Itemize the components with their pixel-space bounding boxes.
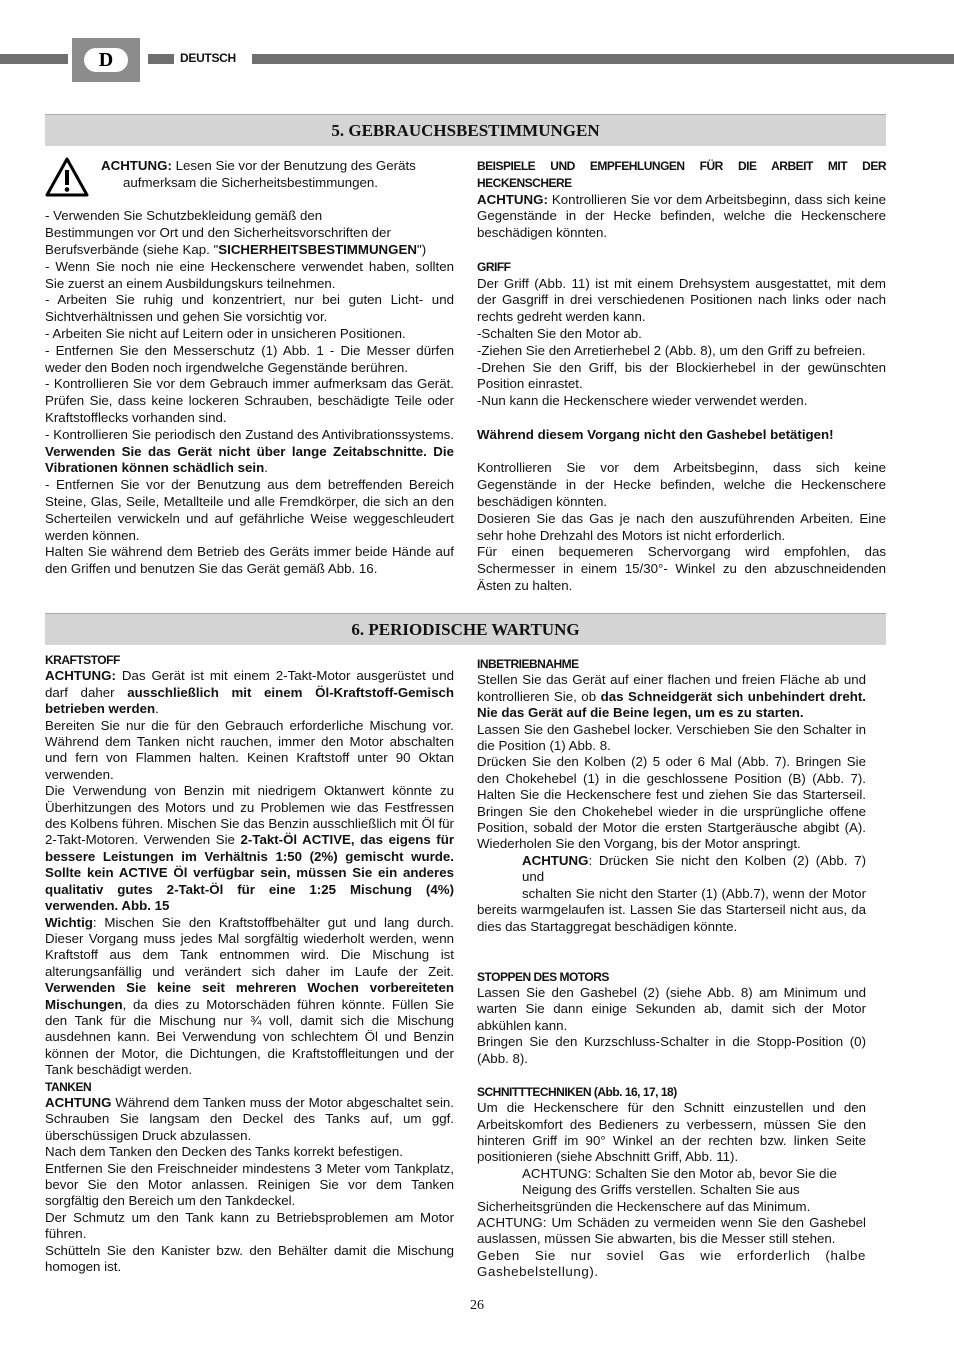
paragraph: - Wenn Sie noch nie eine Heckenschere verwendet haben, sollten Sie zuerst an einem Ausbildungskurs teilnehmen. <box>45 258 454 291</box>
warning-label: ACHTUNG: <box>477 191 548 207</box>
paragraph-text: - Kontrollieren Sie periodisch den Zustand des Antivibrationssystems. <box>45 426 454 442</box>
paragraph: - Arbeiten Sie ruhig und konzentriert, nur bei guten Licht- und Sichtverhältnissen und gehen Sie vorsichtig vor. <box>45 292 454 325</box>
paragraph: Halten Sie während dem Betrieb des Geräts immer beide Hände auf den Griffen und benutzen Sie das Gerät gemäß Abb. 16. <box>45 544 454 577</box>
warning-label: ACHTUNG <box>522 852 589 868</box>
header-bar-right <box>252 54 954 64</box>
paragraph: ACHTUNG: Schalten Sie den Motor ab, bevor Sie die <box>522 1165 837 1181</box>
paragraph-text: Das Gerät ist mit einem 2-Takt-Motor ausgerüstet und darf daher <box>45 668 454 700</box>
paragraph: Um die Heckenschere für den Schnitt einzustellen und den Arbeitskomfort des Bedieners zu verbessern, müssen Sie den hinteren Griff im 90° Winkel an der rechten bzw. linken Seite positionieren (siehe Abschnitt Griff, Abb. 11). <box>477 1100 866 1165</box>
paragraph: -Nun kann die Heckenschere wieder verwendet werden. <box>477 393 808 409</box>
paragraph: Sicherheitsgründen die Heckenschere auf das Minimum. <box>477 1198 811 1214</box>
paragraph: - Verwenden Sie Schutzbekleidung gemäß den <box>45 208 323 224</box>
warning-text-2: aufmerksam die Sicherheitsbestimmungen. <box>123 174 378 190</box>
paragraph: Geben Sie nur soviel Gas wie erforderlich (halbe Gashebelstellung). <box>477 1247 866 1280</box>
section-6-title: 6. PERIODISCHE WARTUNG <box>45 613 886 645</box>
paragraph: -Ziehen Sie den Arretierhebel 2 (Abb. 8), um den Griff zu befreien. <box>477 342 866 358</box>
paragraph: Bereiten Sie nur die für den Gebrauch erforderliche Mischung vor. Während dem Tanken nicht rauchen, immer den Motor abschalten und fern von Flammen halten. Keinen Kraftstoff unter 90 Oktan verwenden. <box>45 717 454 782</box>
subheading: TANKEN <box>45 1079 92 1094</box>
paragraph: ACHTUNG: Um Schäden zu vermeiden wenn Sie den Gashebel auslassen, müssen Sie abwarten, bis die Messer still stehen. <box>477 1214 866 1247</box>
warning-text: Lesen Sie vor der Benutzung des Geräts <box>171 158 416 173</box>
paragraph: Neigung des Griffs verstellen. Schalten Sie aus <box>522 1182 800 1198</box>
paragraph: Lassen Sie den Gashebel locker. Verschieben Sie den Schalter in die Position (1) Abb. 8. <box>477 721 866 754</box>
paragraph: - Entfernen Sie vor der Benutzung aus dem betreffenden Bereich Steine, Glas, Seile, Metallteile und alle Fremdkörper, die sich an den Scherteilen verwickeln und auf gefährliche Weise weggeschleudert werden können. <box>45 477 454 543</box>
paragraph: schalten Sie nicht den Starter (1) (Abb.7), wenn der Motor bereits warmgelaufen ist. Lassen Sie das Starterseil nicht aus, da dies das Startaggregat beschädigen könnte. <box>477 885 866 934</box>
paragraph: - Entfernen Sie den Messerschutz (1) Abb. 1 - Die Messer dürfen weder den Boden noch irgendwelche Gegenstände berühren. <box>45 342 454 375</box>
subheading: INBETRIEBNAHME <box>477 657 579 671</box>
paragraph-bold: Verwenden Sie keine seit mehreren Wochen vorbereiteten Mischungen <box>45 980 454 1012</box>
paragraph: Nach dem Tanken den Decken des Tanks korrekt befestigen. <box>45 1144 403 1160</box>
paragraph-text: . <box>155 701 159 717</box>
section-6-right-column <box>477 656 866 1281</box>
warning-label: ACHTUNG <box>45 1094 112 1110</box>
paragraph: Drücken Sie den Kolben (2) 5 oder 6 Mal (Abb. 7). Bringen Sie den Chokehebel (1) in die geschlossene Position (B) (Abb. 7). Halten Sie die Heckenschere fest und ziehen Sie das Starterseil. Bringen Sie den Chokehebel wieder in die ursprüngliche offene Position, sobald der Motor die ersten Startgeräusche abgibt (A). Wiederholen Sie den Vorgang, bis der Motor anspringt. <box>477 754 866 852</box>
page-number: 26 <box>470 1298 484 1313</box>
paragraph: Entfernen Sie den Freischneider mindestens 3 Meter vom Tankplatz, bevor Sie den Motor anlassen. Reinigen Sie vor dem Tanken sorgfältig den Bereich um den Tankdeckel. <box>45 1160 454 1209</box>
language-label: DEUTSCH <box>180 51 236 65</box>
paragraph-text: : Drücken Sie nicht den Kolben (2) (Abb. 7) und <box>522 852 866 885</box>
paragraph: Kontrollieren Sie vor dem Arbeitsbeginn, dass sich keine Gegenstände in der Hecke befinden, welche die Heckenschere beschädigen könnten. <box>477 460 886 509</box>
paragraph: - Kontrollieren Sie vor dem Gebrauch immer aufmerksam das Gerät. Prüfen Sie, dass keine lockeren Schrauben, beschädigte Teile oder Kraftstofflecks vorhanden sind. <box>45 376 454 425</box>
section-5-left-column <box>45 158 454 578</box>
subheading: STOPPEN DES MOTORS <box>477 969 609 984</box>
paragraph-text: : Mischen Sie den Kraftstoffbehälter gut und lang durch. Dieser Vorgang muss jedes Mal sorgfältig wiederholt werden, wenn Kraftstoff aus dem Tank entnommen wird. Die Mischung ist alterungsanfällig und verändert sich daher im Laufe der Zeit. <box>45 914 454 979</box>
paragraph-text: Während dem Tanken muss der Motor abgeschaltet sein. Schrauben Sie langsam den Deckel des Tanks auf, um ggf. überschüssigen Druck abzulassen. <box>45 1094 454 1143</box>
section-5-title: 5. GEBRAUCHSBESTIMMUNGEN <box>45 114 886 146</box>
paragraph-bold: Während diesem Vorgang nicht den Gashebel betätigen! <box>477 426 834 442</box>
paragraph: Dosieren Sie das Gas je nach den auszuführenden Arbeiten. Eine sehr hohe Drehzahl des Motors ist nicht erforderlich. <box>477 510 886 543</box>
paragraph-bold: SICHERHEITSBESTIMMUNGEN <box>218 241 417 257</box>
header-bar-mid <box>148 54 174 64</box>
paragraph-bold: Wichtig <box>45 914 93 930</box>
paragraph-bold: Verwenden Sie das Gerät nicht über lange Zeitabschnitte. Die Vibrationen können schädlich sein <box>45 443 454 476</box>
paragraph-text: . <box>264 460 268 476</box>
warning-label: ACHTUNG: <box>101 158 172 173</box>
paragraph: - Arbeiten Sie nicht auf Leitern oder in unsicheren Positionen. <box>45 325 406 341</box>
paragraph: -Drehen Sie den Griff, bis der Blockierhebel in der gewünschten Position einrastet. <box>477 359 886 392</box>
paragraph: Bestimmungen vor Ort und den Sicherheitsvorschriften der <box>45 225 391 241</box>
subheading: GRIFF <box>477 259 511 274</box>
warning-label: ACHTUNG: <box>45 668 116 684</box>
paragraph: Schütteln Sie den Kanister bzw. den Behälter damit die Mischung homogen ist. <box>45 1242 454 1275</box>
paragraph-text: Stellen Sie das Gerät auf einer flachen und freien Fläche ab und kontrollieren Sie, ob <box>477 672 866 704</box>
language-letter: D <box>84 48 128 72</box>
paragraph: Der Schmutz um den Tank kann zu Betriebsproblemen am Motor führen. <box>45 1209 454 1242</box>
paragraph: Für einen bequemeren Schervorgang wird empfohlen, das Schermesser in einem 15/30°- Winkel zu den abzuschneidenden Ästen zu halten. <box>477 544 886 593</box>
paragraph-bold: 2-Takt-Öl ACTIVE, das eigens für bessere Leistungen im Verhältnis 1:50 (2%) gemischt wurde. Sollte kein ACTIVE Öl verfügbar sein, müssen Sie ein anderes qualitativ gutes 2-Takt-Öl für eine 1:25 Mischung (4%) verwenden. Abb. 15 <box>45 832 454 914</box>
section-5-right-column <box>477 158 886 595</box>
paragraph-bold: das Schneidgerät sich unbehindert dreht. Nie das Gerät auf die Beine legen, um es zu starten. <box>477 688 867 721</box>
paragraph-text: Die Verwendung von Benzin mit niedrigem Oktanwert könnte zu Überhitzungen des Motors und zu Problemen wie das Festfressen des Kolbens führen. Mischen Sie das Benzin ausschließlich mit Öl für 2-Takt-Motoren. Verwenden Sie <box>45 783 454 848</box>
paragraph-text: , da dies zu Motorschäden führen könnte. Füllen Sie den Tank für die Mischung nur ¾ voll, damit sich die Mischung ausdehnen kann. Bei Verwendung von schlechtem Öl und Benzin können der Motor, die Dichtungen, die Kraftstoffleitungen und der Tank beschädigt werden. <box>45 996 454 1078</box>
paragraph: -Schalten Sie den Motor ab. <box>477 325 642 341</box>
paragraph-text: Berufsverbände (siehe Kap. " <box>45 241 219 257</box>
paragraph-text: Kontrollieren Sie vor dem Arbeitsbeginn, dass sich keine Gegenstände in der Hecke befinden, welche die Heckenschere beschädigen könnten. <box>477 191 886 241</box>
subheading: SCHNITTTECHNIKEN (Abb. 16, 17, 18) <box>477 1084 677 1099</box>
paragraph: Bringen Sie den Kurzschluss-Schalter in die Stopp-Position (0) (Abb. 8). <box>477 1034 866 1066</box>
paragraph-text: ") <box>416 241 427 257</box>
paragraph: Der Griff (Abb. 11) ist mit einem Drehsystem ausgestattet, mit dem der Gasgriff in drei verschiedenen Positionen nach links oder nach rechts gedreht werden kann. <box>477 275 886 325</box>
paragraph-bold: ausschließlich mit einem Öl-Kraftstoff-Gemisch betrieben werden <box>45 684 454 717</box>
subheading: KRAFTSTOFF <box>45 653 120 667</box>
subheading: BEISPIELE UND EMPFEHLUNGEN FÜR DIE ARBEIT MIT DER HECKENSCHERE <box>477 159 886 190</box>
paragraph: Lassen Sie den Gashebel (2) (siehe Abb. 8) am Minimum und warten Sie dann einige Sekunden ab, damit sich der Motor abkühlen kann. <box>477 984 866 1033</box>
section-6-left-column <box>45 652 454 1275</box>
header-bar-left <box>0 54 68 64</box>
